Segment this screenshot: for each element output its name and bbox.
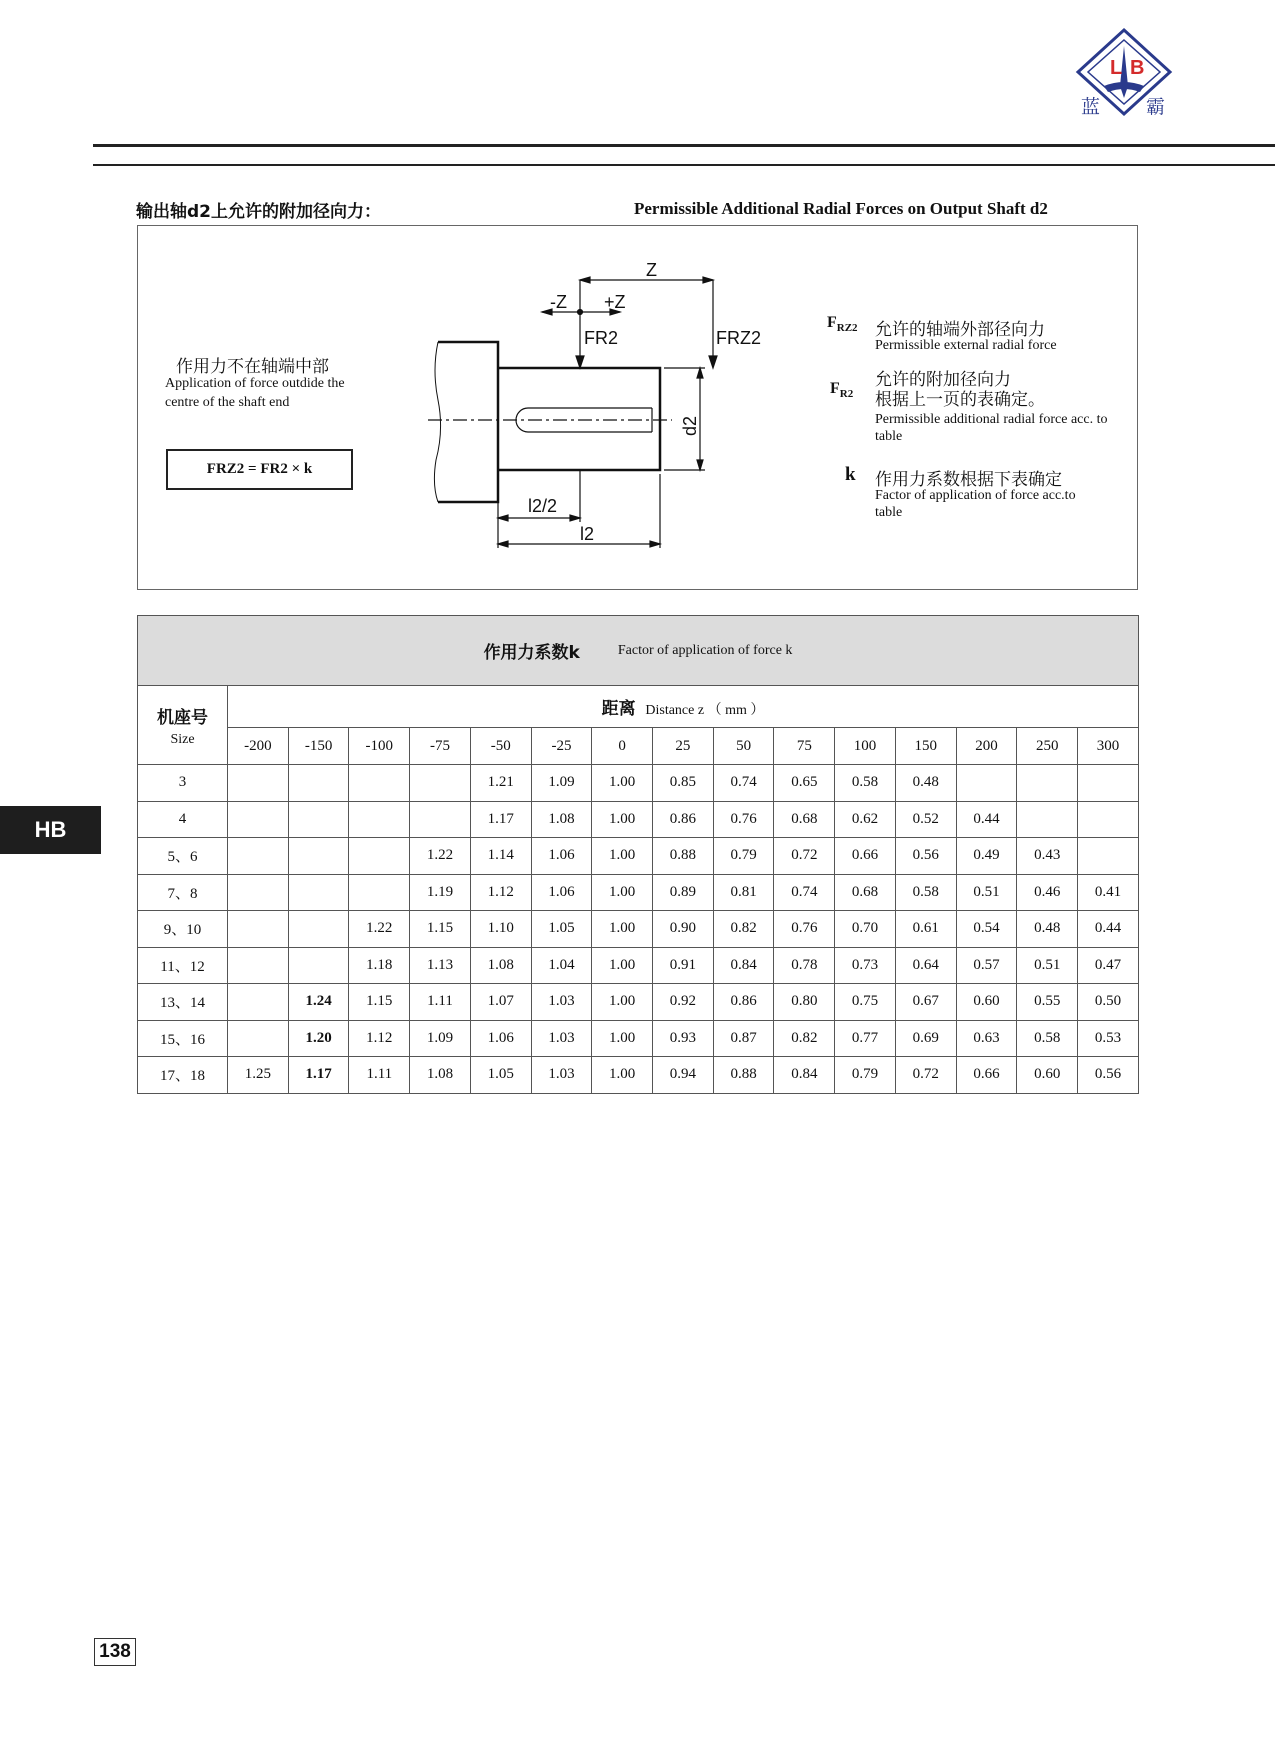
factor-cell [1078, 765, 1139, 802]
distance-col-header: 150 [895, 728, 956, 765]
factor-cell: 0.93 [653, 1020, 714, 1057]
factor-cell [349, 765, 410, 802]
factor-cell: 0.94 [653, 1057, 714, 1094]
distance-col-header: -75 [410, 728, 471, 765]
distance-col-header: 100 [835, 728, 896, 765]
factor-cell: 0.55 [1017, 984, 1078, 1021]
table-title-cn: 作用力系数k [483, 643, 580, 663]
factor-cell: 1.00 [592, 1020, 653, 1057]
factor-cell: 0.65 [774, 765, 835, 802]
factor-cell: 0.72 [774, 838, 835, 875]
factor-cell: 1.19 [410, 874, 471, 911]
factor-cell: 0.51 [1017, 947, 1078, 984]
factor-cell: 1.09 [410, 1020, 471, 1057]
factor-cell: 1.12 [349, 1020, 410, 1057]
distance-header-en: Distance z （ mm ） [645, 703, 765, 718]
diagram-left-cn: 作用力不在轴端中部 [176, 357, 329, 377]
table-row [138, 874, 1139, 911]
table-row [138, 984, 1139, 1021]
factor-cell: 1.00 [592, 984, 653, 1021]
factor-cell: 1.04 [531, 947, 592, 984]
section-title-en: Permissible Additional Radial Forces on Output Shaft d2 [634, 199, 1048, 218]
table-title-en: Factor of application of force k [617, 642, 793, 658]
diagram-left-en-1: Application of force outdide the [165, 376, 345, 391]
factor-cell [228, 801, 289, 838]
factor-cell: 0.78 [774, 947, 835, 984]
factor-cell: 0.89 [653, 874, 714, 911]
label-fr2: FR2 [584, 328, 619, 348]
factor-cell: 1.06 [470, 1020, 531, 1057]
factor-cell: 1.00 [592, 838, 653, 875]
factor-cell [349, 801, 410, 838]
factor-cell: 0.85 [653, 765, 714, 802]
factor-cell: 1.08 [470, 947, 531, 984]
factor-cell: 0.75 [835, 984, 896, 1021]
factor-cell: 0.80 [774, 984, 835, 1021]
factor-cell: 1.03 [531, 984, 592, 1021]
shaft-drawing [420, 250, 761, 560]
factor-cell: 0.54 [956, 911, 1017, 948]
factor-cell [956, 765, 1017, 802]
factor-cell: 0.86 [653, 801, 714, 838]
factor-cell: 0.87 [713, 1020, 774, 1057]
distance-col-header: -200 [228, 728, 289, 765]
header-rule-top [93, 144, 1275, 147]
factor-cell [228, 838, 289, 875]
factor-cell: 0.63 [956, 1020, 1017, 1057]
factor-cell: 1.08 [531, 801, 592, 838]
factor-cell: 1.07 [470, 984, 531, 1021]
factor-cell: 1.11 [410, 984, 471, 1021]
factor-cell: 0.64 [895, 947, 956, 984]
factor-cell: 0.49 [956, 838, 1017, 875]
factor-cell: 0.56 [895, 838, 956, 875]
factor-cell: 1.08 [410, 1057, 471, 1094]
distance-header [228, 686, 1139, 728]
page-number: 138 [94, 1638, 136, 1666]
size-cell: 3 [138, 765, 228, 802]
legend-k-cn: 作用力系数根据下表确定 [875, 470, 1062, 490]
legend-fr2-cn: 允许的附加径向力 根据上一页的表确定。 [875, 370, 1045, 410]
factor-cell: 0.44 [956, 801, 1017, 838]
factor-cell: 0.72 [895, 1057, 956, 1094]
factor-cell: 1.17 [470, 801, 531, 838]
formula-box [166, 449, 353, 490]
size-cell: 4 [138, 801, 228, 838]
factor-cell: 0.69 [895, 1020, 956, 1057]
factor-cell: 1.21 [470, 765, 531, 802]
factor-cell [288, 947, 349, 984]
factor-cell: 0.77 [835, 1020, 896, 1057]
distance-col-header: 50 [713, 728, 774, 765]
size-cell: 7、8 [138, 874, 228, 911]
factor-cell: 0.66 [956, 1057, 1017, 1094]
legend-symbol-k: k [845, 464, 856, 485]
factor-cell: 0.73 [835, 947, 896, 984]
header-rule-bottom [93, 164, 1275, 166]
size-cell: 15、16 [138, 1020, 228, 1057]
logo-letter-l: L [1110, 57, 1123, 79]
factor-cell [288, 765, 349, 802]
factor-cell [228, 874, 289, 911]
factor-cell: 1.17 [288, 1057, 349, 1094]
factor-cell: 1.03 [531, 1057, 592, 1094]
label-minus-z: -Z [550, 292, 567, 312]
factor-cell: 1.20 [288, 1020, 349, 1057]
factor-cell: 1.13 [410, 947, 471, 984]
factor-cell: 0.57 [956, 947, 1017, 984]
section-title-cn: 输出轴d2上允许的附加径向力： [136, 202, 381, 222]
factor-cell: 0.66 [835, 838, 896, 875]
label-z: Z [646, 260, 657, 280]
factor-cell: 0.84 [713, 947, 774, 984]
table-row [138, 1020, 1139, 1057]
legend-symbol-frz2: $F_{RZ2}$ [827, 314, 858, 335]
factor-cell: 1.22 [349, 911, 410, 948]
size-header-cn: 机座号 [157, 707, 208, 728]
factor-cell: 0.70 [835, 911, 896, 948]
factor-cell: 0.47 [1078, 947, 1139, 984]
factor-cell: 1.22 [410, 838, 471, 875]
factor-cell: 1.06 [531, 838, 592, 875]
factor-cell: 1.24 [288, 984, 349, 1021]
section-tab-hb: HB [0, 806, 101, 854]
logo-text-lan: 蓝 [1081, 96, 1101, 118]
factor-cell [349, 874, 410, 911]
logo-text-ba: 霸 [1146, 96, 1166, 118]
factor-cell: 0.51 [956, 874, 1017, 911]
factor-cell: 1.18 [349, 947, 410, 984]
factor-cell: 0.58 [835, 765, 896, 802]
distance-col-header: 250 [1017, 728, 1078, 765]
factor-cell [410, 765, 471, 802]
factor-cell: 0.79 [835, 1057, 896, 1094]
factor-cell: 0.58 [1017, 1020, 1078, 1057]
factor-cell: 0.43 [1017, 838, 1078, 875]
factor-cell: 0.74 [713, 765, 774, 802]
distance-col-header: 75 [774, 728, 835, 765]
factor-cell: 0.58 [895, 874, 956, 911]
factor-cell [1078, 801, 1139, 838]
label-l2: l2 [580, 524, 595, 544]
table-row [138, 801, 1139, 838]
factor-cell [288, 801, 349, 838]
factor-cell [349, 838, 410, 875]
table-row [138, 838, 1139, 875]
factor-cell [228, 947, 289, 984]
distance-col-header: 25 [653, 728, 714, 765]
factor-cell: 0.41 [1078, 874, 1139, 911]
size-cell: 9、10 [138, 911, 228, 948]
factor-cell: 0.86 [713, 984, 774, 1021]
factor-cell: 0.82 [713, 911, 774, 948]
factor-cell: 1.06 [531, 874, 592, 911]
factor-cell: 0.50 [1078, 984, 1139, 1021]
legend-frz2-en: Permissible external radial force [875, 338, 1057, 353]
distance-col-header: -25 [531, 728, 592, 765]
factor-cell: 1.05 [531, 911, 592, 948]
factor-cell: 1.00 [592, 801, 653, 838]
factor-cell [228, 765, 289, 802]
factor-cell: 1.25 [228, 1057, 289, 1094]
factor-cell: 0.68 [774, 801, 835, 838]
factor-cell: 1.09 [531, 765, 592, 802]
distance-header-cn: 距离 [601, 699, 636, 719]
legend-k-en: Factor of application of force acc.to table [875, 488, 1076, 520]
factor-cell: 0.74 [774, 874, 835, 911]
legend-frz2-cn: 允许的轴端外部径向力 [875, 320, 1045, 340]
size-cell: 17、18 [138, 1057, 228, 1094]
factor-cell: 1.00 [592, 765, 653, 802]
table-row [138, 1057, 1139, 1094]
factor-cell: 0.60 [956, 984, 1017, 1021]
factor-cell: 0.92 [653, 984, 714, 1021]
factor-cell: 0.90 [653, 911, 714, 948]
factor-cell: 1.15 [410, 911, 471, 948]
factor-cell: 1.00 [592, 947, 653, 984]
factor-cell: 0.48 [895, 765, 956, 802]
label-frz2: FRZ2 [716, 328, 761, 348]
size-header-en: Size [170, 731, 195, 747]
factor-cell: 0.46 [1017, 874, 1078, 911]
factor-cell: 0.82 [774, 1020, 835, 1057]
factor-cell [228, 911, 289, 948]
factor-cell: 0.53 [1078, 1020, 1139, 1057]
factor-cell: 0.48 [1017, 911, 1078, 948]
distance-col-header: 0 [592, 728, 653, 765]
factor-cell: 0.62 [835, 801, 896, 838]
factor-cell: 1.00 [592, 1057, 653, 1094]
factor-cell: 0.61 [895, 911, 956, 948]
factor-cell: 0.68 [835, 874, 896, 911]
factor-cell [288, 911, 349, 948]
size-cell: 5、6 [138, 838, 228, 875]
factor-cell: 0.60 [1017, 1057, 1078, 1094]
factor-cell [288, 838, 349, 875]
size-cell: 13、14 [138, 984, 228, 1021]
legend-symbol-fr2: $F_{R2}$ [830, 380, 854, 401]
factor-cell [228, 1020, 289, 1057]
label-l2-half: l2/2 [528, 496, 558, 516]
factor-cell [1017, 765, 1078, 802]
factor-cell: 0.79 [713, 838, 774, 875]
logo-letter-b: B [1130, 57, 1145, 79]
factor-cell: 0.76 [774, 911, 835, 948]
factor-cell: 0.67 [895, 984, 956, 1021]
factor-cell: 0.56 [1078, 1057, 1139, 1094]
table-title-bar [137, 615, 1139, 685]
factor-cell [228, 984, 289, 1021]
factor-cell: 1.11 [349, 1057, 410, 1094]
distance-col-header: -150 [288, 728, 349, 765]
distance-col-header: 300 [1078, 728, 1139, 765]
factor-cell [410, 801, 471, 838]
factor-cell: 1.14 [470, 838, 531, 875]
distance-col-header: -50 [470, 728, 531, 765]
factor-cell [1078, 838, 1139, 875]
factor-cell: 1.00 [592, 911, 653, 948]
distance-col-header: 200 [956, 728, 1017, 765]
factor-cell: 0.44 [1078, 911, 1139, 948]
factor-cell: 0.76 [713, 801, 774, 838]
label-plus-z: +Z [604, 292, 626, 312]
factor-cell: 0.81 [713, 874, 774, 911]
factor-cell: 1.12 [470, 874, 531, 911]
factor-cell [288, 874, 349, 911]
factor-cell: 0.88 [713, 1057, 774, 1094]
factor-cell: 1.03 [531, 1020, 592, 1057]
factor-table [137, 615, 1139, 1094]
label-d2: d2 [680, 415, 700, 436]
size-cell: 11、12 [138, 947, 228, 984]
factor-cell: 1.15 [349, 984, 410, 1021]
table-row [138, 765, 1139, 802]
factor-cell: 0.84 [774, 1057, 835, 1094]
table-row [138, 911, 1139, 948]
table-row [138, 947, 1139, 984]
factor-cell: 0.52 [895, 801, 956, 838]
factor-cell: 1.00 [592, 874, 653, 911]
distance-col-header: -100 [349, 728, 410, 765]
formula-text: FRZ2 = FR2 × k [206, 461, 313, 477]
factor-cell [1017, 801, 1078, 838]
size-header [138, 686, 228, 765]
factor-cell: 1.10 [470, 911, 531, 948]
factor-cell: 1.05 [470, 1057, 531, 1094]
diagram-left-en-2: centre of the shaft end [165, 395, 290, 410]
factor-cell: 0.91 [653, 947, 714, 984]
factor-cell: 0.88 [653, 838, 714, 875]
legend-fr2-en: Permissible additional radial force acc. to table [875, 412, 1108, 444]
